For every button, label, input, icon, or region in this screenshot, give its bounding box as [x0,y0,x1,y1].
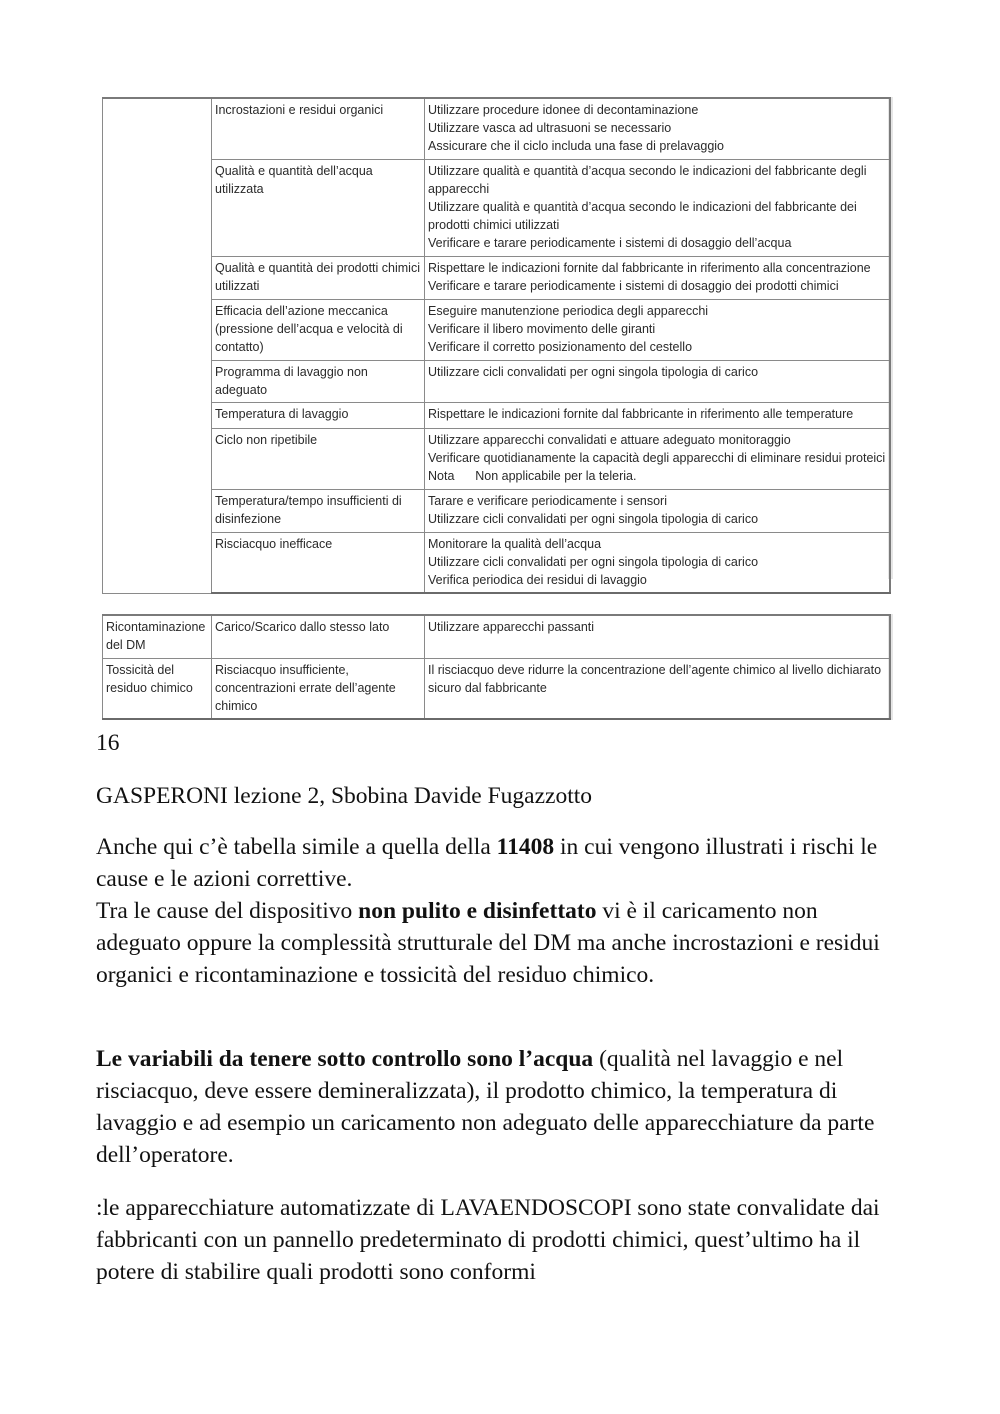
cause-cell: Qualità e quantità dei prodotti chimici utilizzati [212,256,425,299]
risk-cell: Ricontaminazione del DM [103,615,212,658]
paragraph-1: Anche qui c’è tabella simile a quella della 11408 in cui vengono illustrati i rischi le cause e le azioni correttive. [96,834,878,892]
actions-cell: Utilizzare qualità e quantità d’acqua secondo le indicazioni del fabbricante degli apparecchi Utilizzare qualità e quantità d’acqua secondo le indicazioni del fabbricante dei prodotti chimici utilizzati Verificare e tarare periodicamente i sistemi di dosaggio dell’acqua [425,159,891,256]
table-row [103,658,891,719]
table-row [103,159,891,256]
table-row [103,402,891,428]
table-row [103,299,891,360]
actions-cell: Utilizzare procedure idonee di decontaminazione Utilizzare vasca ad ultrasuoni se necessario Assicurare che il ciclo includa una fase di prelavaggio [425,98,891,159]
risk-cell-empty [103,98,212,593]
paragraph-2: Tra le cause del dispositivo non pulito e disinfettato vi è il caricamento non adeguato oppure la complessità strutturale del DM ma anche incrostazioni e residui organici e ricontaminazione e tossicità del residuo chimico. [96,898,880,988]
actions-cell: Monitorare la qualità dell’acqua Utilizzare cicli convalidati per ogni singola tipologia di carico Verifica periodica dei residui di lavaggio [425,532,891,593]
cause-cell: Incrostazioni e residui organici [212,98,425,159]
page-heading: GASPERONI lezione 2, Sbobina Davide Fugazzotto [96,783,593,809]
table-row [103,428,891,489]
table-row [103,615,891,658]
cause-cell: Temperatura di lavaggio [212,402,425,428]
risk-cell: Tossicità del residuo chimico [103,658,212,719]
cause-cell: Ciclo non ripetibile [212,428,425,489]
cause-cell: Programma di lavaggio non adeguato [212,360,425,402]
actions-cell: Il risciacquo deve ridurre la concentrazione dell’agente chimico al livello dichiarato sicuro dal fabbricante [425,658,891,719]
cause-cell: Temperatura/tempo insufficienti di disinfezione [212,489,425,532]
paragraph-4: :le apparecchiature automatizzate di LAVAENDOSCOPI sono state convalidate dai fabbricanti con un pannello predeterminato di prodotti chimici, quest’ultimo ha il potere di stabilire quali prodotti sono conformi [96,1195,880,1285]
table-row [103,532,891,593]
actions-cell: Rispettare le indicazioni fornite dal fabbricante in riferimento alle temperature [425,402,891,428]
page-number: 16 [96,730,120,756]
table-row [103,489,891,532]
table-row [103,256,891,299]
cause-cell: Qualità e quantità dell’acqua utilizzata [212,159,425,256]
cause-cell: Risciacquo insufficiente, concentrazioni errate dell’agente chimico [212,658,425,719]
risk-table-2 [102,614,891,720]
actions-cell: Rispettare le indicazioni fornite dal fabbricante in riferimento alla concentrazione Verificare e tarare periodicamente i sistemi di dosaggio dei prodotti chimici [425,256,891,299]
cause-cell: Efficacia dell’azione meccanica (pressione dell’acqua e velocità di contatto) [212,299,425,360]
actions-cell: Tarare e verificare periodicamente i sensori Utilizzare cicli convalidati per ogni singola tipologia di carico [425,489,891,532]
actions-cell: Utilizzare cicli convalidati per ogni singola tipologia di carico [425,360,891,402]
table-row [103,360,891,402]
paragraph-3: Le variabili da tenere sotto controllo sono l’acqua (qualità nel lavaggio e nel risciacquo, deve essere demineralizzata), il prodotto chimico, la temperatura di lavaggio e ad esempio un caricamento non adeguato delle apparecchiature da parte dell’operatore. [96,1046,875,1168]
risk-table-continued [102,97,891,594]
actions-cell: Utilizzare apparecchi passanti [425,615,891,658]
actions-cell: Utilizzare apparecchi convalidati e attuare adeguato monitoraggio Verificare quotidianamente la capacità degli apparecchi di eliminare residui proteici Nota Non applicabile per la teleria. [425,428,891,489]
cause-cell: Risciacquo inefficace [212,532,425,593]
table-row [103,98,891,159]
actions-cell: Eseguire manutenzione periodica degli apparecchi Verificare il libero movimento delle giranti Verificare il corretto posizionamento del cestello [425,299,891,360]
body-paragraphs [96,831,906,991]
cause-cell: Carico/Scarico dallo stesso lato [212,615,425,658]
